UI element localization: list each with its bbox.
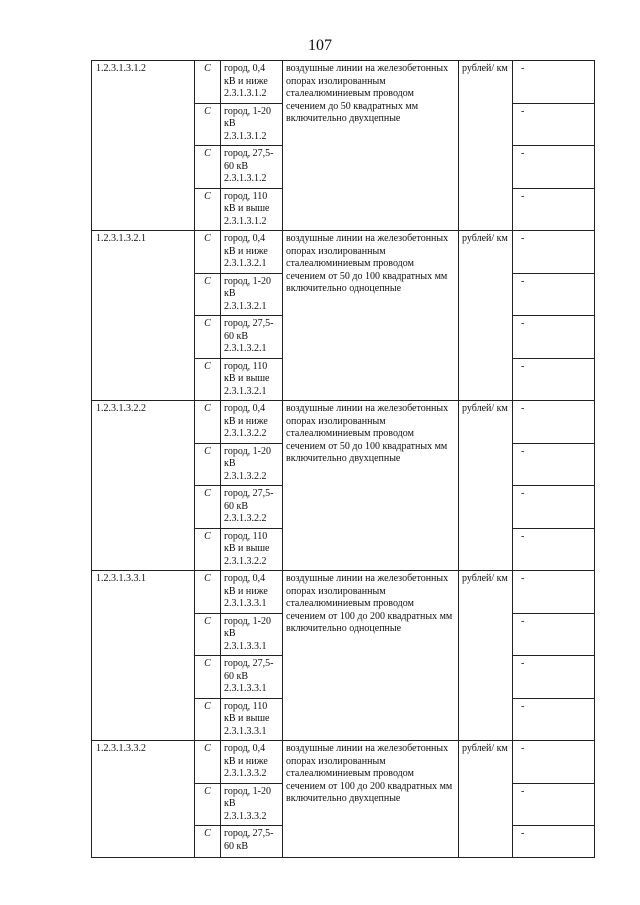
row-value: - <box>513 61 595 104</box>
voltage-level: город, 1-20 кВ 2.3.1.3.3.2 <box>221 783 283 826</box>
row-value: - <box>513 231 595 274</box>
row-letter: С <box>195 146 221 189</box>
row-value: - <box>513 528 595 571</box>
row-code: 1.2.3.1.3.1.2 <box>92 61 195 231</box>
row-letter: С <box>195 61 221 104</box>
row-value: - <box>513 188 595 231</box>
row-letter: С <box>195 741 221 784</box>
row-code: 1.2.3.1.3.2.1 <box>92 231 195 401</box>
row-value: - <box>513 358 595 401</box>
voltage-level: город, 1-20 кВ 2.3.1.3.2.2 <box>221 443 283 486</box>
row-description: воздушные линии на железобетонных опорах изолированным сталеалюминиевым проводом сечением от 100 до 200 квадратных мм включительно двухцепные <box>283 741 459 858</box>
voltage-level: город, 27,5-60 кВ 2.3.1.3.2.2 <box>221 486 283 529</box>
row-code: 1.2.3.1.3.3.1 <box>92 571 195 741</box>
row-unit: рублей/ км <box>459 231 513 401</box>
voltage-level: город, 0,4 кВ и ниже 2.3.1.3.2.2 <box>221 401 283 444</box>
voltage-level: город, 1-20 кВ 2.3.1.3.3.1 <box>221 613 283 656</box>
voltage-level: город, 0,4 кВ и ниже 2.3.1.3.1.2 <box>221 61 283 104</box>
row-unit: рублей/ км <box>459 401 513 571</box>
row-value: - <box>513 783 595 826</box>
row-value: - <box>513 486 595 529</box>
row-value: - <box>513 401 595 444</box>
row-letter: С <box>195 273 221 316</box>
row-code: 1.2.3.1.3.2.2 <box>92 401 195 571</box>
row-value: - <box>513 316 595 359</box>
row-value: - <box>513 698 595 741</box>
row-letter: С <box>195 231 221 274</box>
table-row <box>92 61 595 104</box>
voltage-level: город, 27,5-60 кВ 2.3.1.3.3.1 <box>221 656 283 699</box>
row-value: - <box>513 826 595 858</box>
table-row <box>92 571 595 614</box>
row-letter: С <box>195 826 221 858</box>
row-letter: С <box>195 571 221 614</box>
row-letter: С <box>195 401 221 444</box>
table-row <box>92 741 595 784</box>
voltage-level: город, 1-20 кВ 2.3.1.3.1.2 <box>221 103 283 146</box>
voltage-level: город, 110 кВ и выше 2.3.1.3.2.2 <box>221 528 283 571</box>
page-number: 107 <box>308 37 332 54</box>
voltage-level: город, 1-20 кВ 2.3.1.3.2.1 <box>221 273 283 316</box>
row-description: воздушные линии на железобетонных опорах изолированным сталеалюминиевым проводом сечением до 50 квадратных мм включительно двухцепные <box>283 61 459 231</box>
voltage-level: город, 110 кВ и выше 2.3.1.3.3.1 <box>221 698 283 741</box>
voltage-level: город, 0,4 кВ и ниже 2.3.1.3.3.1 <box>221 571 283 614</box>
row-letter: С <box>195 656 221 699</box>
table-row <box>92 231 595 274</box>
row-letter: С <box>195 783 221 826</box>
voltage-level: город, 27,5-60 кВ 2.3.1.3.1.2 <box>221 146 283 189</box>
row-description: воздушные линии на железобетонных опорах изолированным сталеалюминиевым проводом сечением от 50 до 100 квадратных мм включительно двухцепные <box>283 401 459 571</box>
row-description: воздушные линии на железобетонных опорах изолированным сталеалюминиевым проводом сечением от 50 до 100 квадратных мм включительно одноцепные <box>283 231 459 401</box>
row-value: - <box>513 443 595 486</box>
row-value: - <box>513 146 595 189</box>
row-letter: С <box>195 486 221 529</box>
table-row <box>92 401 595 444</box>
row-value: - <box>513 571 595 614</box>
voltage-level: город, 110 кВ и выше 2.3.1.3.1.2 <box>221 188 283 231</box>
row-letter: С <box>195 528 221 571</box>
row-value: - <box>513 273 595 316</box>
row-value: - <box>513 613 595 656</box>
row-value: - <box>513 103 595 146</box>
row-letter: С <box>195 188 221 231</box>
row-code: 1.2.3.1.3.3.2 <box>92 741 195 858</box>
row-letter: С <box>195 443 221 486</box>
row-letter: С <box>195 316 221 359</box>
voltage-level: город, 0,4 кВ и ниже 2.3.1.3.3.2 <box>221 741 283 784</box>
voltage-level: город, 27,5-60 кВ 2.3.1.3.2.1 <box>221 316 283 359</box>
row-description: воздушные линии на железобетонных опорах изолированным сталеалюминиевым проводом сечением от 100 до 200 квадратных мм включительно одноцепные <box>283 571 459 741</box>
row-unit: рублей/ км <box>459 61 513 231</box>
row-value: - <box>513 656 595 699</box>
row-letter: С <box>195 698 221 741</box>
row-letter: С <box>195 358 221 401</box>
voltage-level: город, 0,4 кВ и ниже 2.3.1.3.2.1 <box>221 231 283 274</box>
row-letter: С <box>195 613 221 656</box>
row-letter: С <box>195 103 221 146</box>
row-unit: рублей/ км <box>459 571 513 741</box>
row-unit: рублей/ км <box>459 741 513 858</box>
row-value: - <box>513 741 595 784</box>
tariff-table <box>91 60 595 858</box>
voltage-level: город, 110 кВ и выше 2.3.1.3.2.1 <box>221 358 283 401</box>
voltage-level: город, 27,5-60 кВ <box>221 826 283 858</box>
